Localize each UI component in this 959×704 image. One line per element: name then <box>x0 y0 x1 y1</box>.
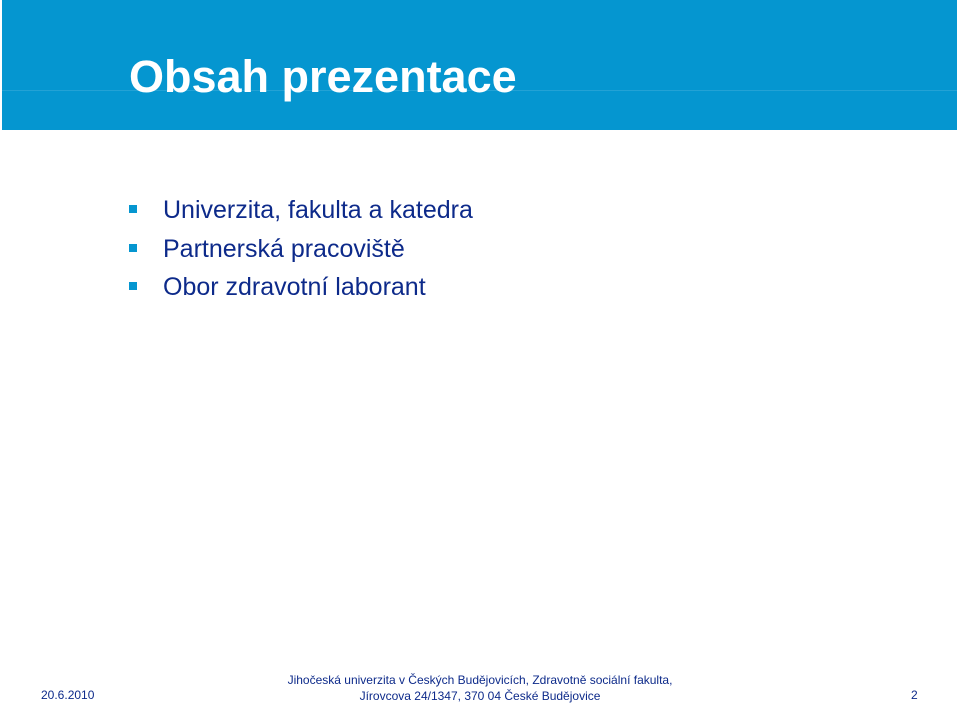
bullet-text: Univerzita, fakulta a katedra <box>163 196 473 224</box>
bullet-text: Obor zdravotní laborant <box>163 273 426 301</box>
square-bullet-icon <box>129 244 137 252</box>
footer-date: 20.6.2010 <box>41 688 95 702</box>
footer-institution-line2: Jírovcova 24/1347, 370 04 České Budějovice <box>359 689 601 703</box>
page-number: 2 <box>911 688 918 702</box>
footer-institution-line1: Jihočeská univerzita v Českých Budějovicích, Zdravotně sociální fakulta, <box>287 673 673 687</box>
slide-title: Obsah prezentace <box>129 51 517 102</box>
bullet-text: Partnerská pracoviště <box>163 234 405 263</box>
square-bullet-icon <box>129 282 137 290</box>
title-band <box>2 0 957 130</box>
square-bullet-icon <box>129 205 137 213</box>
